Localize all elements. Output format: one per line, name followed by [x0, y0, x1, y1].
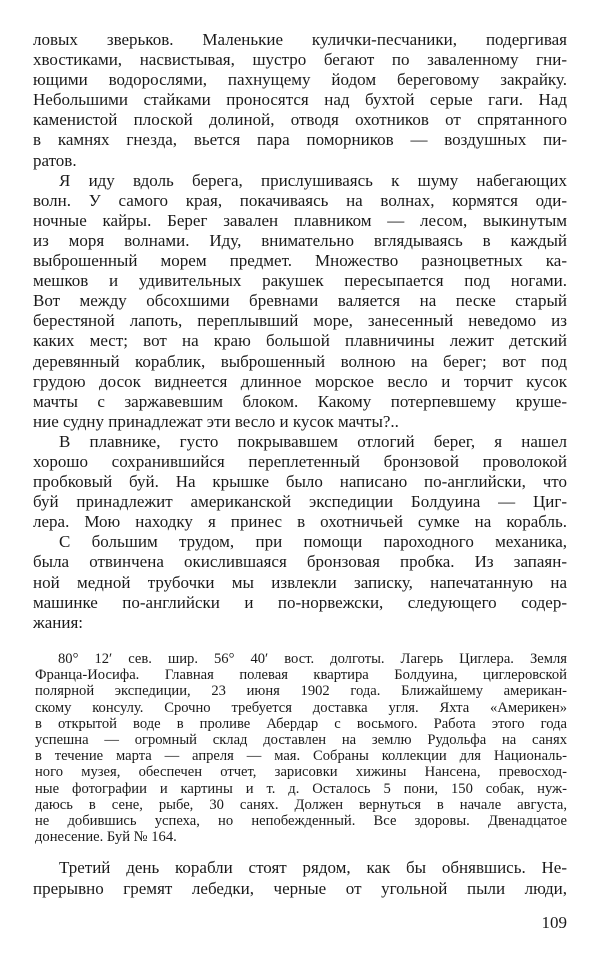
text-line: берестяной лапоть, переплывший море, занесенный неведомо из — [33, 311, 567, 331]
text-line: скому консулу. Срочно требуется доставка угля. Яхта «Америкен» — [35, 699, 567, 716]
text-line: каменистой плоской долиной, отводя охотников от спрятанного — [33, 110, 567, 130]
text-line: 80° 12′ сев. шир. 56° 40′ вост. долготы. Лагерь Циглера. Земля — [58, 651, 567, 667]
text-line: грудою досок виднеется длинное морское весло и торчит кусок — [33, 371, 567, 391]
text-line: Вот между обсохшими бревнами валяется на песке старый — [33, 291, 567, 311]
quoted-note — [35, 651, 567, 845]
text-line: в течение марта — апреля — мая. Собраны коллекции для Националь- — [35, 748, 567, 765]
text-line: мачты с заржавевшим блоком. Какому потерпевшему круше- — [33, 391, 567, 411]
text-line: жания: — [33, 612, 84, 632]
text-line: деревянный кораблик, выброшенный волною на берег; вот под — [33, 351, 567, 371]
text-line: Третий день корабли стоят рядом, как бы обнявшись. Не- — [59, 858, 567, 877]
text-line: из моря волнами. Иду, внимательно вглядываясь в каждый — [33, 230, 567, 250]
paragraph — [35, 651, 567, 845]
paragraph — [33, 30, 567, 171]
text-line: ные фотографии и картины и т. д. Осталось 5 пони, 150 собак, нуж- — [35, 780, 567, 797]
text-line: в камнях гнезда, вьется пара поморников — воздушных пи- — [33, 130, 567, 150]
text-line: ние судну принадлежат эти весло и кусок мачты?.. — [33, 411, 399, 431]
text-line: машинке по-английски и по-норвежски, следующего содер- — [33, 592, 567, 612]
paragraph — [33, 857, 567, 899]
text-line: была отвинчена окислившаяся бронзовая пробка. Из запаян- — [33, 552, 567, 572]
main-text — [33, 30, 567, 633]
text-line: каких мест; вот на краю большой плавничины лежит детский — [33, 331, 567, 351]
text-line: выброшенный морем предмет. Множество разноцветных ка- — [33, 251, 567, 271]
paragraph — [33, 432, 567, 532]
text-line: ночные кайры. Берег завален плавником — лесом, выкинутым — [33, 210, 567, 230]
text-line: Небольшими стайками проносятся над бухтой серые гаги. Над — [33, 90, 567, 110]
text-line: ной медной трубочки мы извлекли записку, напечатанную на — [33, 572, 567, 592]
text-line: мешков и удивительных ракушек пересыпается под ногами. — [33, 271, 567, 291]
text-line: ратов. — [33, 150, 77, 170]
text-line: в открытой воде в проливе Абердар с восьмого. Работа этого года — [35, 715, 567, 732]
text-line: полярной экспедиции, 23 июня 1902 года. Ближайшему американ- — [35, 683, 567, 700]
text-line: даюсь в сене, рыбе, 30 санях. Должен вернуться в начале августа, — [35, 796, 567, 813]
page-number: 109 — [541, 913, 567, 932]
text-line: В плавнике, густо покрывавшем отлогий берег, я нашел — [59, 431, 567, 451]
text-line: не добившись успеха, но непобежденный. Все здоровы. Двенадцатое — [35, 813, 567, 830]
text-line: успешна — огромный склад доставлен на землю Рудольфа на санях — [35, 732, 567, 749]
text-line: хвостиками, насвистывая, шустро бегают по заваленному гни- — [33, 50, 567, 70]
text-line: Франца-Иосифа. Главная полевая квартира Болдуина, циглеровской — [35, 667, 567, 684]
text-line: ного музея, обеспечен отчет, зарисовки хижины Нансена, превосход- — [35, 764, 567, 781]
text-line: хорошо сохранившийся переплетенный бронзовой проволокой — [33, 451, 567, 471]
text-line: прерывно гремят лебедки, черные от угольной пыли люди, — [33, 879, 567, 898]
text-line: донесение. Буй № 164. — [35, 829, 177, 846]
paragraph — [33, 532, 567, 632]
text-line: лера. Мою находку я принес в охотничьей сумке на корабль. — [33, 512, 567, 532]
text-line: С большим трудом, при помощи пароходного механика, — [59, 532, 567, 552]
text-line: ющими водорослями, пахнущему йодом береговому закрайку. — [33, 70, 567, 90]
text-line: ловых зверьков. Маленькие кулички-песчаники, подергивая — [33, 30, 567, 49]
text-line: Я иду вдоль берега, прислушиваясь к шуму набегающих — [59, 170, 567, 190]
paragraph — [33, 171, 567, 432]
text-line: буй принадлежит американской экспедиции Болдуина — Циг- — [33, 492, 567, 512]
text-line: волн. У самого края, покачиваясь на волнах, кормятся оди- — [33, 190, 567, 210]
text-line: пробковый буй. На крышке было написано по-английски, что — [33, 472, 567, 492]
continuing-text — [33, 857, 567, 899]
